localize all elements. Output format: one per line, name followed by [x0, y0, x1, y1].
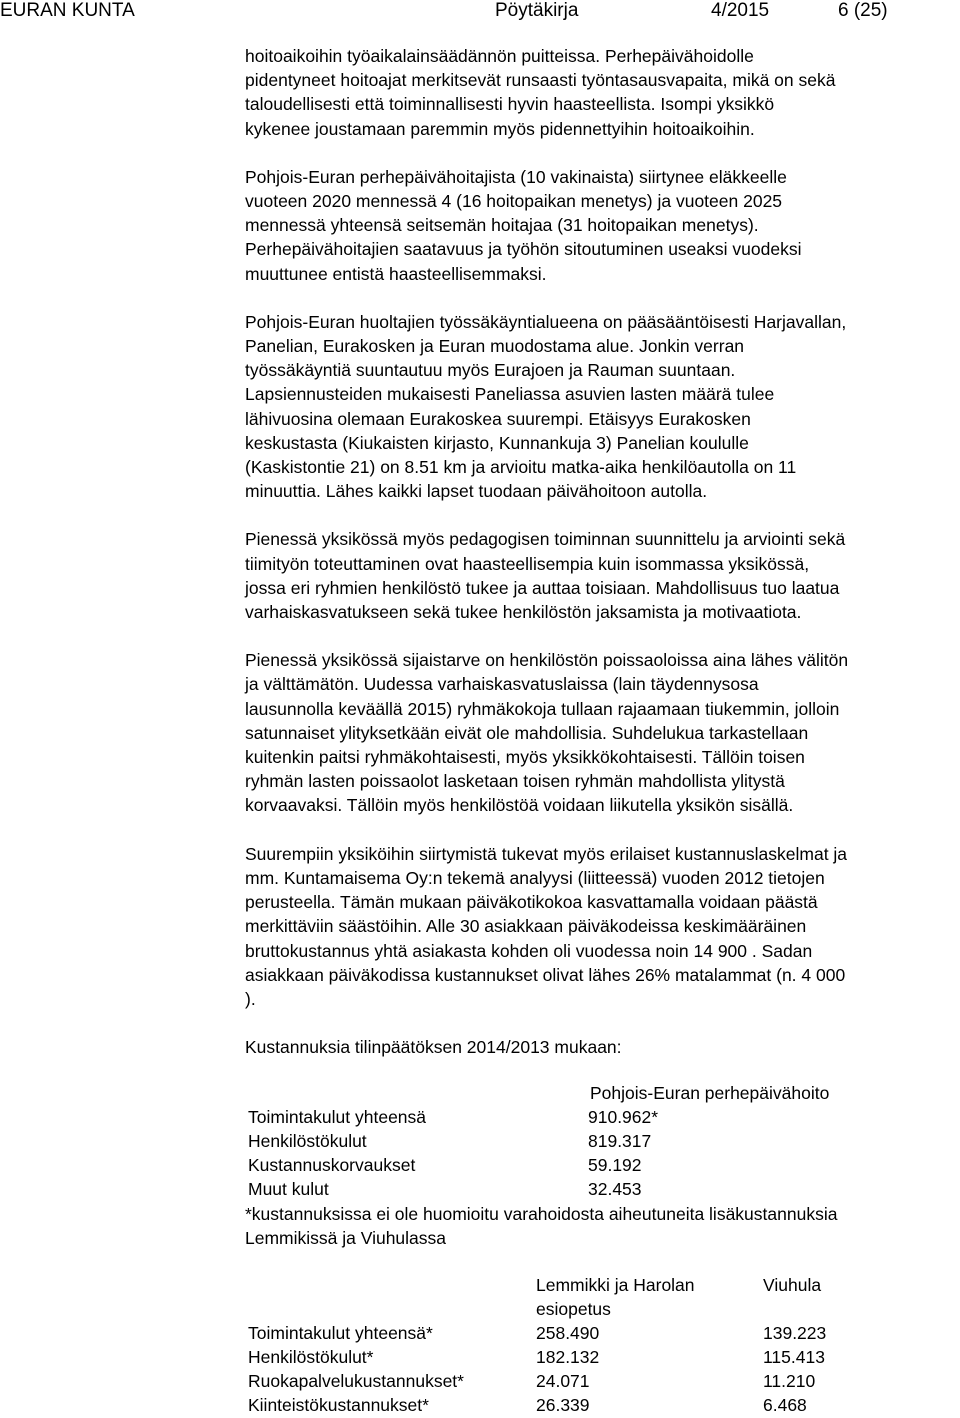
page-number: 6 (25)	[838, 0, 888, 21]
table-footnote: *kustannuksissa ei ole huomioitu varahoidosta aiheutuneita lisäkustannuksia Lemmikissä ja Viuhulassa	[245, 1204, 838, 1249]
row-value: 819.317	[588, 1131, 652, 1151]
document-body	[245, 44, 957, 1083]
row-value: 258.490	[536, 1323, 600, 1343]
page-header	[0, 0, 960, 26]
row-label: Ruokapalvelukustannukset*	[248, 1371, 464, 1391]
row-label: Kiinteistökustannukset*	[248, 1395, 429, 1415]
paragraph: Pohjois-Euran huoltajien työssäkäyntialueena on pääsääntöisesti Harjavallan, Panelian, Eurakosken ja Euran muodostama alue. Jonkin verran työssäkäyntiä suuntautuu myös Eurajoen ja Rauman suuntaan. Lapsiennusteiden mukaisesti Paneliassa asuvien lasten määrä tulee lähivuosina olemaan Eurakoskea suurempi. Etäisyys Eurakosken keskustasta (Kiukaisten kirjasto, Kunnankuja 3) Panelian koululle (Kaskistontie 21) on 8.51 km ja arvioitu matka-aika henkilöautolla on 11 minuuttia. Lähes kaikki lapset tuodaan päivähoitoon autolla.	[245, 311, 847, 502]
paragraph: Suurempiin yksiköihin siirtymistä tukevat myös erilaiset kustannuslaskelmat ja mm. Kuntamaisema Oy:n tekemä analyysi (liitteessä) vuoden 2012 tietojen perusteella. Tämän mukaan päiväkotikokoa kasvattamalla voidaan päästä merkittäviin säästöihin. Alle 30 asiakkaan päiväkodeissa keskimääräinen bruttokustannus yhtä asiakasta kohden oli vuodessa noin 14 900 . Sadan asiakkaan päiväkodissa kustannukset olivat lähes 26% matalammat (n. 4 000 ).	[245, 843, 848, 1009]
paragraph: Pienessä yksikössä sijaistarve on henkilöstön poissaoloissa aina lähes välitön ja välttämätön. Uudessa varhaiskasvatuslaissa (lain täydennysosa lausunnolla keväällä 2015) ryhmäkokoja tullaan rajaamaan tiukemmin, jolloin satunnaiset ylityksetkään eivät ole mahdollisia. Suhdelukua tarkastellaan kuitenkin paitsi ryhmäkohtaisesti, myös yksikkökohtaisesti. Tällöin toisen ryhmän lasten poissaolot lasketaan toisen ryhmän mahdollista ylitystä korvaavaksi. Tällöin myös henkilöstöä voidaan liikutella yksikön sisällä.	[245, 650, 849, 816]
table-row	[248, 1178, 829, 1202]
table-row	[248, 1106, 829, 1130]
table-header: Lemmikki ja Harolan	[536, 1275, 695, 1295]
table-row	[248, 1322, 913, 1346]
table-row	[248, 1370, 913, 1394]
paragraph: hoitoaikoihin työaikalainsäädännön puitteissa. Perhepäivähoidolle pidentyneet hoitoajat merkitsevät runsaasti työntasausvapaita, mikä on sekä taloudellisesti että toiminnallisesti hyvin haasteellista. Isompi yksikkö kykenee joustamaan paremmin myös pidennettyihin hoitoaikoihin.	[245, 46, 836, 139]
row-value: 6.468	[763, 1395, 807, 1415]
table-row	[248, 1130, 829, 1154]
row-label: Muut kulut	[248, 1179, 329, 1199]
organization-name: EURAN KUNTA	[0, 0, 135, 21]
cost-table-pohjois-eura	[248, 1082, 829, 1202]
row-value: 182.132	[536, 1347, 600, 1367]
paragraph: Pohjois-Euran perhepäivähoitajista (10 vakinaista) siirtynee eläkkeelle vuoteen 2020 mennessä 4 (16 hoitopaikan menetys) ja vuoteen 2025 mennessä yhteensä seitsemän hoitajaa (31 hoitopaikan menetys). Perhepäivähoitajien saatavuus ja työhön sitoutuminen useaksi vuodeksi muuttunee entistä haasteellisemmaksi.	[245, 166, 802, 284]
row-value: 139.223	[763, 1323, 827, 1343]
table-header: esiopetus	[536, 1299, 611, 1319]
table-header	[248, 1298, 536, 1322]
table-row	[248, 1346, 913, 1370]
row-value: 26.339	[536, 1395, 590, 1415]
table-row	[248, 1394, 913, 1418]
table-header-row	[248, 1298, 913, 1322]
row-value: 24.071	[536, 1371, 590, 1391]
table-header	[248, 1274, 536, 1298]
row-label: Henkilöstökulut	[248, 1131, 367, 1151]
table-header	[763, 1298, 913, 1322]
cost-table-units	[248, 1274, 913, 1418]
row-label: Toimintakulut yhteensä*	[248, 1323, 433, 1343]
table-header: Viuhula	[763, 1275, 822, 1295]
document-type: Pöytäkirja	[495, 0, 579, 21]
row-label: Toimintakulut yhteensä	[248, 1107, 427, 1127]
document-number: 4/2015	[711, 0, 770, 21]
table-header-row	[248, 1274, 913, 1298]
row-value: 115.413	[763, 1347, 825, 1367]
table-header: Pohjois-Euran perhepäivähoito	[590, 1083, 830, 1103]
row-label: Henkilöstökulut*	[248, 1347, 374, 1367]
table-header-row	[248, 1082, 829, 1106]
row-value: 59.192	[588, 1155, 642, 1175]
row-value: 32.453	[588, 1179, 642, 1199]
paragraph: Kustannuksia tilinpäätöksen 2014/2013 mukaan:	[245, 1037, 622, 1058]
table-row	[248, 1154, 829, 1178]
row-value: 11.210	[763, 1371, 816, 1391]
row-value: 910.962*	[588, 1107, 659, 1127]
paragraph: Pienessä yksikössä myös pedagogisen toiminnan suunnittelu ja arviointi sekä tiimityön toteuttaminen ovat haasteellisempia kuin isommassa yksikössä, jossa eri ryhmien henkilöstö tukee ja auttaa toisiaan. Mahdollisuus tuo laatua varhaiskasvatukseen sekä tukee henkilöstön jaksamista ja motivaatiota.	[245, 529, 846, 623]
row-label: Kustannuskorvaukset	[248, 1155, 416, 1175]
